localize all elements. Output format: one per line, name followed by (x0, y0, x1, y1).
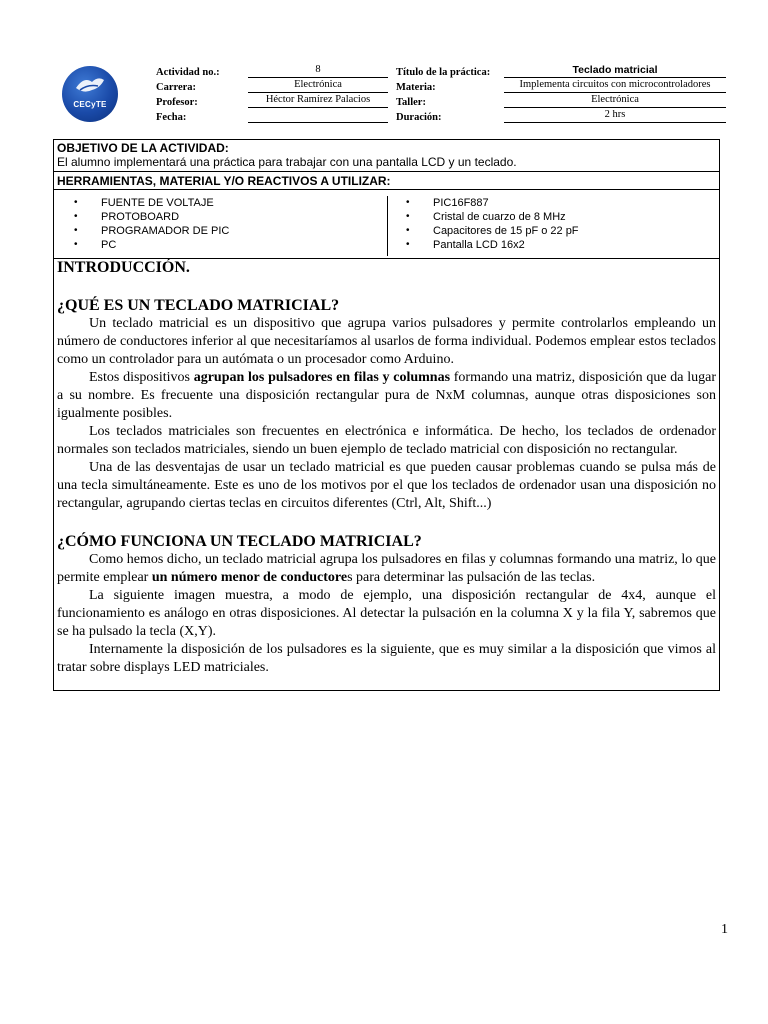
paragraph: Internamente la disposición de los pulsadores es la siguiente, que es muy similar a la disposición que vimos al tratar sobre displays LED matriciales. (57, 642, 716, 675)
intro-heading: INTRODUCCIÓN. (57, 259, 190, 276)
paragraph-bold-text: agrupan los pulsadores en filas y columnas (193, 370, 451, 385)
list-item: • PROTOBOARD (74, 210, 384, 224)
taller-label: Taller: (396, 97, 426, 108)
herramientas-section (53, 171, 720, 259)
taller-value: Electrónica (504, 93, 726, 108)
paragraph-text: Como hemos dicho, un teclado matricial agrupa los pulsadores en filas y columnas formando una matriz, lo que permite emplear (57, 552, 716, 585)
objetivo-text: El alumno implementará una práctica para trabajar con una pantalla LCD y un teclado. (57, 155, 517, 169)
paragraph: Los teclados matriciales son frecuentes en electrónica e informática. De hecho, los teclados de ordenador normales son teclados matriciales, siendo un buen ejemplo de teclado matricial con disposición no rectangular. (57, 424, 716, 457)
profesor-label: Profesor: (156, 97, 198, 108)
herramientas-title: HERRAMIENTAS, MATERIAL Y/O REACTIVOS A UTILIZAR: (54, 172, 719, 190)
list-item: • PROGRAMADOR DE PIC (74, 224, 384, 238)
page-number: 1 (721, 922, 728, 937)
header-left (156, 63, 388, 123)
titulo-value: Teclado matricial (504, 63, 726, 78)
paragraph-text: Estos dispositivos (89, 370, 194, 385)
paragraph (57, 551, 716, 587)
materia-value: Implementa circuitos con microcontroladores (504, 78, 726, 93)
actividad-value: 8 (248, 63, 388, 78)
profesor-value: Héctor Ramírez Palacios (248, 93, 388, 108)
materia-label: Materia: (396, 82, 436, 93)
paragraph-text: s para determinar las pulsación de las teclas. (347, 570, 596, 585)
logo-emblem-icon (72, 74, 108, 100)
actividad-label: Actividad no.: (156, 67, 220, 78)
paragraph-text: formando una matriz, disposición que da lugar a su nombre. Es frecuente una disposición rectangular pura de NxM columnas, aunque otras disposiciones son igualmente posibles. (57, 370, 717, 421)
objetivo-title: OBJETIVO DE LA ACTIVIDAD: (57, 141, 229, 155)
objetivo-section (53, 139, 720, 172)
paragraph (57, 369, 716, 423)
titulo-label: Título de la práctica: (396, 67, 491, 78)
list-item: • PC (74, 238, 384, 252)
fecha-value (248, 108, 388, 123)
section-heading-como-funciona: ¿CÓMO FUNCIONA UN TECLADO MATRICIAL? (57, 533, 422, 550)
logo-text: CECyTE (73, 99, 107, 109)
duracion-value: 2 hrs (504, 108, 726, 123)
cecyte-logo (62, 66, 118, 122)
introduccion-section (53, 258, 720, 691)
herramientas-left-list (74, 196, 384, 252)
paragraph: Un teclado matricial es un dispositivo que agrupa varios pulsadores y permite controlarlos empleando un número de conductores inferior al que necesitaríamos al usarlos de forma individual. Podemos emplear estos teclados como un controlador para un autómata o un procesador como Arduino. (57, 316, 716, 367)
paragraph-bold-text: un número menor de conductore (151, 570, 348, 585)
paragraph: La siguiente imagen muestra, a modo de ejemplo, una disposición rectangular de 4x4, aunque el funcionamiento es análogo en otras disposiciones. Al detectar la pulsación en la columna X y la fila Y, sabremos que se ha pulsado la tecla (X,Y). (57, 588, 716, 639)
list-item: • Cristal de cuarzo de 8 MHz (406, 210, 706, 224)
duracion-label: Duración: (396, 112, 442, 123)
paragraph: Una de las desventajas de usar un teclado matricial es que pueden causar problemas cuando se pulsa más de una tecla simultáneamente. Este es uno de los motivos por el que los teclados de ordenador usan una disposición no rectangular, agrupando ciertas teclas en circuitos diferentes (Ctrl, Alt, Shift...) (57, 460, 716, 511)
list-item: • Pantalla LCD 16x2 (406, 238, 706, 252)
list-item: • Capacitores de 15 pF o 22 pF (406, 224, 706, 238)
fecha-label: Fecha: (156, 112, 187, 123)
herramientas-right-list (406, 196, 706, 252)
carrera-value: Electrónica (248, 78, 388, 93)
header-right (396, 63, 726, 123)
column-divider (387, 196, 388, 256)
list-item: • FUENTE DE VOLTAJE (74, 196, 384, 210)
carrera-label: Carrera: (156, 82, 197, 93)
list-item: • PIC16F887 (406, 196, 706, 210)
section-heading-que-es: ¿QUÉ ES UN TECLADO MATRICIAL? (57, 297, 340, 314)
